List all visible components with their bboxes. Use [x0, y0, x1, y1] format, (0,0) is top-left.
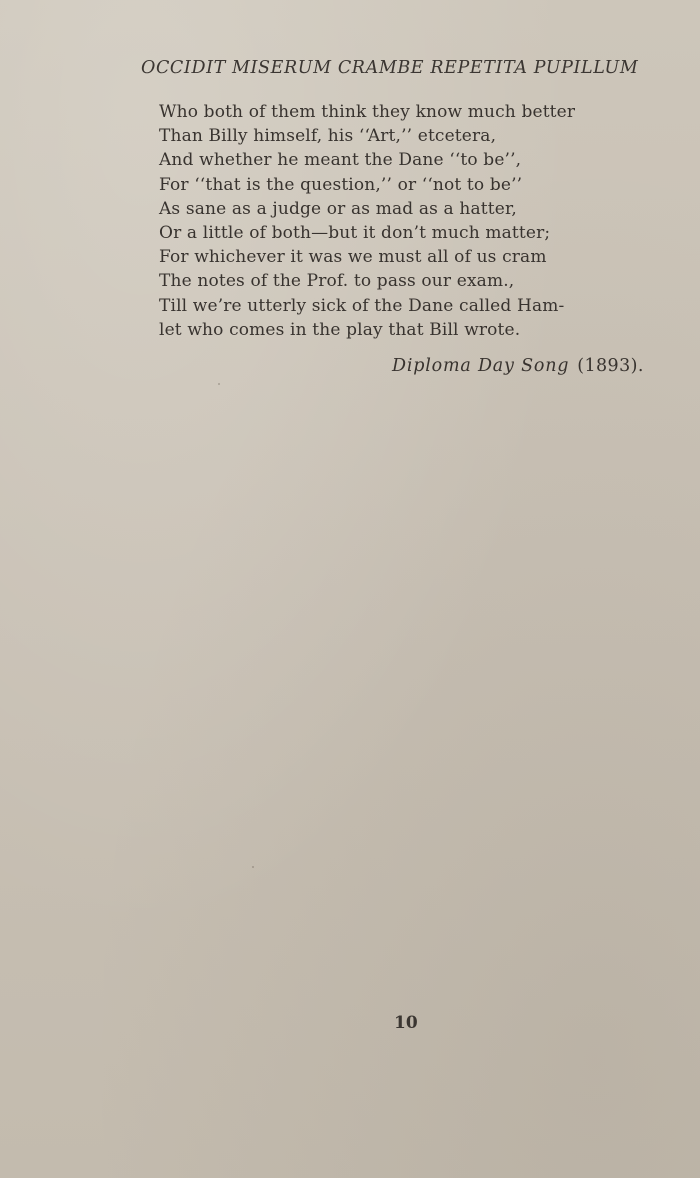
poem-line: And whether he meant the Dane ‘‘to be’’,	[159, 150, 522, 171]
page-number: 10	[394, 1013, 418, 1033]
attribution	[392, 356, 644, 376]
poem-line: Than Billy himself, his ‘‘Art,’’ etcetera,	[159, 126, 497, 147]
poem-line: Till we’re utterly sick of the Dane called Ham-	[159, 295, 565, 316]
attribution-title: Diploma Day Song	[392, 356, 570, 376]
poem-line: As sane as a judge or as mad as a hatter,	[159, 198, 517, 219]
poem-line: Who both of them think they know much better	[159, 102, 576, 122]
poem-line: Or a little of both—but it don’t much matter;	[159, 223, 551, 244]
poem-line: let who comes in the play that Bill wrote.	[159, 319, 521, 340]
poem-stanza	[159, 100, 619, 342]
paper-speck	[218, 383, 220, 385]
running-head: OCCIDIT MISERUM CRAMBE REPETITA PUPILLUM	[141, 58, 639, 78]
paper-speck	[252, 866, 254, 868]
poem-line: The notes of the Prof. to pass our exam.,	[159, 271, 515, 292]
poem-line: For whichever it was we must all of us cram	[159, 247, 547, 268]
attribution-year: (1893).	[577, 356, 644, 376]
poem-line: For ‘‘that is the question,’’ or ‘‘not to be’’	[159, 174, 523, 195]
